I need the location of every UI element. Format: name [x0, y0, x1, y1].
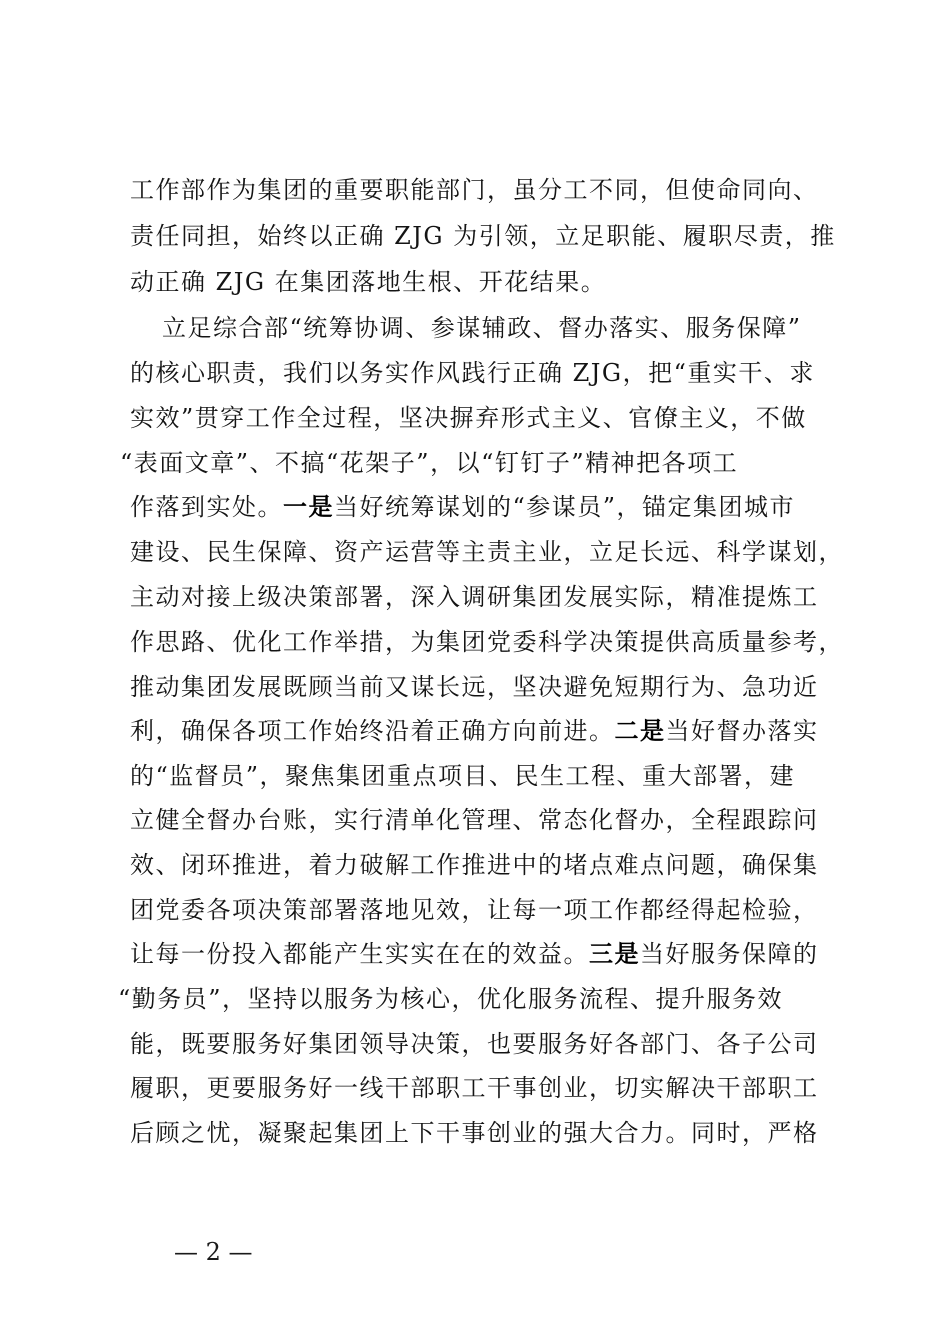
paragraph-2-line-14: 团党委各项决策部署落地见效，让每一项工作都经得起检验， — [130, 896, 819, 924]
paragraph-1-line-1: 工作部作为集团的重要职能部门，虽分工不同，但使命同向、 — [130, 176, 819, 204]
line-5-text-before: 作落到实处。 — [130, 493, 283, 521]
line-15-text-before: 让每一份投入都能产生实实在在的效益。 — [130, 940, 589, 968]
page-number: — 2 — — [174, 1238, 253, 1266]
paragraph-2-line-7: 主动对接上级决策部署，深入调研集团发展实际，精准提炼工 — [130, 583, 819, 611]
line-10-text-before: 利，确保各项工作始终沿着正确方向前进。 — [130, 717, 615, 745]
keyword-third: 三是 — [589, 939, 640, 968]
paragraph-1-line-3: 动正确 ZJG 在集团落地生根、开花结果。 — [130, 268, 607, 296]
paragraph-2-line-11: 的“监督员”，聚焦集团重点项目、民生工程、重大部署，建 — [130, 762, 796, 790]
line-10-text-after: 当好督办落实 — [665, 717, 819, 745]
paragraph-2-line-6: 建设、民生保障、资产运营等主责主业，立足长远、科学谋划， — [130, 538, 844, 566]
paragraph-2-line-1: 立足综合部“统筹协调、参谋辅政、督办落实、服务保障” — [162, 314, 802, 342]
paragraph-2-line-19: 后顾之忧，凝聚起集团上下干事创业的强大合力。同时，严格 — [130, 1119, 819, 1147]
paragraph-2-line-9: 推动集团发展既顾当前又谋长远，坚决避免短期行为、急功近 — [130, 673, 819, 701]
paragraph-2-line-16: “勤务员”，坚持以服务为核心，优化服务流程、提升服务效 — [118, 985, 784, 1013]
paragraph-2-line-8: 作思路、优化工作举措，为集团党委科学决策提供高质量参考， — [130, 628, 844, 656]
line-15-text-after: 当好服务保障的 — [640, 940, 819, 968]
paragraph-2-line-4: “表面文章”、不搞“花架子”，以“钉钉子”精神把各项工 — [120, 449, 739, 477]
paragraph-2-line-12: 立健全督办台账，实行清单化管理、常态化督办，全程跟踪问 — [130, 806, 819, 834]
paragraph-2-line-10 — [130, 711, 819, 751]
keyword-second: 二是 — [614, 716, 666, 745]
paragraph-2-line-15 — [130, 934, 819, 974]
paragraph-1-line-2: 责任同担，始终以正确 ZJG 为引领，立足职能、履职尽责，推 — [130, 222, 836, 250]
paragraph-2-line-5 — [130, 487, 795, 527]
paragraph-2-line-3: 实效”贯穿工作全过程，坚决摒弃形式主义、官僚主义，不做 — [130, 404, 807, 432]
paragraph-2-line-18: 履职，更要服务好一线干部职工干事创业，切实解决干部职工 — [130, 1074, 819, 1102]
line-5-text-after: 当好统筹谋划的“参谋员”，锚定集团城市 — [334, 493, 796, 521]
paragraph-2-line-13: 效、闭环推进，着力破解工作推进中的堵点难点问题，确保集 — [130, 851, 819, 879]
keyword-first: 一是 — [283, 492, 334, 521]
paragraph-2-line-2: 的核心职责，我们以务实作风践行正确 ZJG，把“重实干、求 — [130, 359, 815, 387]
paragraph-2-line-17: 能，既要服务好集团领导决策，也要服务好各部门、各子公司 — [130, 1030, 819, 1058]
